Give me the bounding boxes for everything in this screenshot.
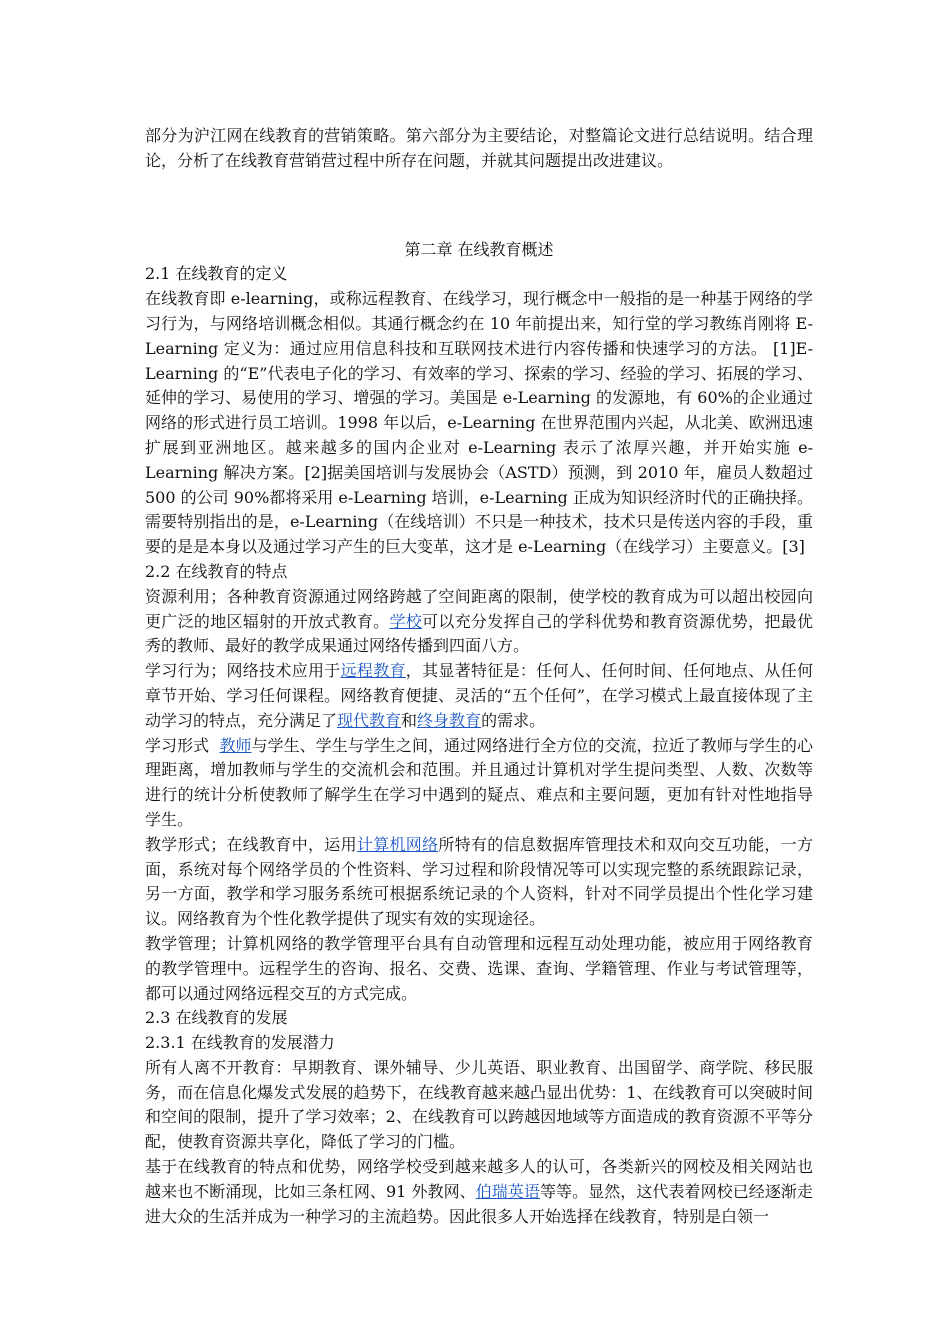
online-school-paragraph (145, 1155, 813, 1229)
text-span: 学习行为；网络技术应用于 (145, 661, 341, 681)
section-2-1-heading: 2.1 在线教育的定义 (145, 264, 288, 284)
learning-behavior-paragraph (145, 659, 813, 733)
text-span: 教学形式；在线教育中，运用 (145, 834, 357, 854)
text-span: 和 (401, 710, 418, 730)
section-2-3-heading: 2.3 在线教育的发展 (145, 1008, 288, 1028)
section-2-1-body: 在线教育即 e-learning，或称远程教育、在线学习，现行概念中一般指的是一种基于网络的学习行为，与网络培训概念相似。其通行概念约在 10 年前提出来，知行堂的学习教练肖刚将 E-Learning 定义为：通过应用信息科技和互联网技术进行内容传播和快速学习的方法。 [1]E-Learning 的“E”代表电子化的学习、有效率的学习、探索的学习、经验的学习、拓展的学习、延伸的学习、易使用的学习、增强的学习。美国是 e-Learning 的发源地，有 60%的企业通过网络的形式进行员工培训。1998 年以后，e-Learning 在世界范围内兴起，从北美、欧洲迅速扩展到亚洲地区。越来越多的国内企业对 e-Learning 表示了浓厚兴趣，并开始实施 e-Learning 解决方案。[2]据美国培训与发展协会（ASTD）预测，到 2010 年，雇员人数超过 500 的公司 90%都将采用 e-Learning 培训，e-Learning 正成为知识经济时代的正确抉择。 需要特别指出的是，e-Learning（在线培训）不只是一种技术，技术只是传送内容的手段，重要的是是本身以及通过学习产生的巨大变革，这才是 e-Learning（在线学习）主要意义。[3] (145, 289, 813, 557)
section-2-3-1-heading: 2.3.1 在线教育的发展潜力 (145, 1033, 335, 1053)
teacher-link[interactable]: 教师 (219, 735, 252, 755)
learning-form-paragraph (145, 734, 813, 833)
computer-network-link[interactable]: 计算机网络 (356, 834, 439, 854)
lifelong-education-link[interactable]: 终身教育 (417, 710, 482, 730)
teaching-management-paragraph: 教学管理；计算机网络的教学管理平台具有自动管理和远程互动处理功能，被应用于网络教育的教学管理中。远程学生的咨询、报名、交费、选课、查询、学籍管理、作业与考试管理等，都可以通过网络远程交互的方式完成。 (145, 933, 813, 1003)
text-span: 学习形式 (145, 735, 220, 755)
chapter-title: 第二章 在线教育概述 (404, 239, 554, 259)
borui-english-link[interactable]: 伯瑞英语 (475, 1181, 540, 1201)
document-body (145, 124, 813, 1229)
text-span: 可以充分发挥自己的学科优势和教育资源优势，把最优秀的教师、最好的教学成果通过网络传播到四面八方。 (145, 611, 813, 656)
intro-paragraph: 部分为沪江网在线教育的营销策略。第六部分为主要结论，对整篇论文进行总结说明。结合理论，分析了在线教育营销营过程中所存在问题，并就其问题提出改进建议。 (145, 126, 813, 170)
text-span: 基于在线教育的特点和优势，网络学校受到越来越多人的认可，各类新兴的网校及相关网站也越来也不断涌现，比如三条杠网、91 外教网、 (145, 1157, 813, 1201)
text-span: 资源利用；各种教育资源通过网络跨越了空间距离的限制，使学校的教育成为可以超出校园向更广泛的地区辐射的开放式教育。 (145, 586, 813, 631)
development-potential-paragraph: 所有人离不开教育：早期教育、课外辅导、少儿英语、职业教育、出国留学、商学院、移民服务，而在信息化爆发式发展的趋势下，在线教育越来越凸显出优势：1、在线教育可以突破时间和空间的限制，提升了学习效率；2、在线教育可以跨越因地域等方面造成的教育资源不平等分配，使教育资源共享化，降低了学习的门槛。 (145, 1057, 813, 1152)
remote-education-link[interactable]: 远程教育 (340, 661, 406, 681)
text-span: 与学生、学生与学生之间，通过网络进行全方位的交流，拉近了教师与学生的心理距离，增加教师与学生的交流机会和范围。并且通过计算机对学生提问类型、人数、次数等进行的统计分析使教师了解学生在学习中遇到的疑点、难点和主要问题，更加有针对性地指导学生。 (145, 735, 813, 829)
modern-education-link[interactable]: 现代教育 (337, 710, 402, 730)
text-span: 所特有的信息数据库管理技术和双向交互功能，一方面，系统对每个网络学员的个性资料、学习过程和阶段情况等可以实现完整的系统跟踪记录，另一方面，教学和学习服务系统可根据系统记录的个人资料，针对不同学员提出个性化学习建议。网络教育为个性化教学提供了现实有效的实现途径。 (145, 834, 813, 929)
text-span: ，其显著特征是：任何人、任何时间、任何地点、从任何章节开始、学习任何课程。网络教育便捷、灵活的“五个任何”，在学习模式上最直接体现了主动学习的特点，充分满足了 (145, 661, 813, 730)
text-span: 等等。显然，这代表着网校已经逐渐走进大众的生活并成为一种学习的主流趋势。因此很多人开始选择在线教育，特别是白领一 (145, 1181, 813, 1226)
teaching-form-paragraph (145, 833, 813, 932)
text-span: 的需求。 (481, 710, 546, 730)
section-2-2-heading: 2.2 在线教育的特点 (145, 561, 288, 581)
resource-use-paragraph (145, 585, 813, 659)
school-link[interactable]: 学校 (389, 611, 423, 631)
